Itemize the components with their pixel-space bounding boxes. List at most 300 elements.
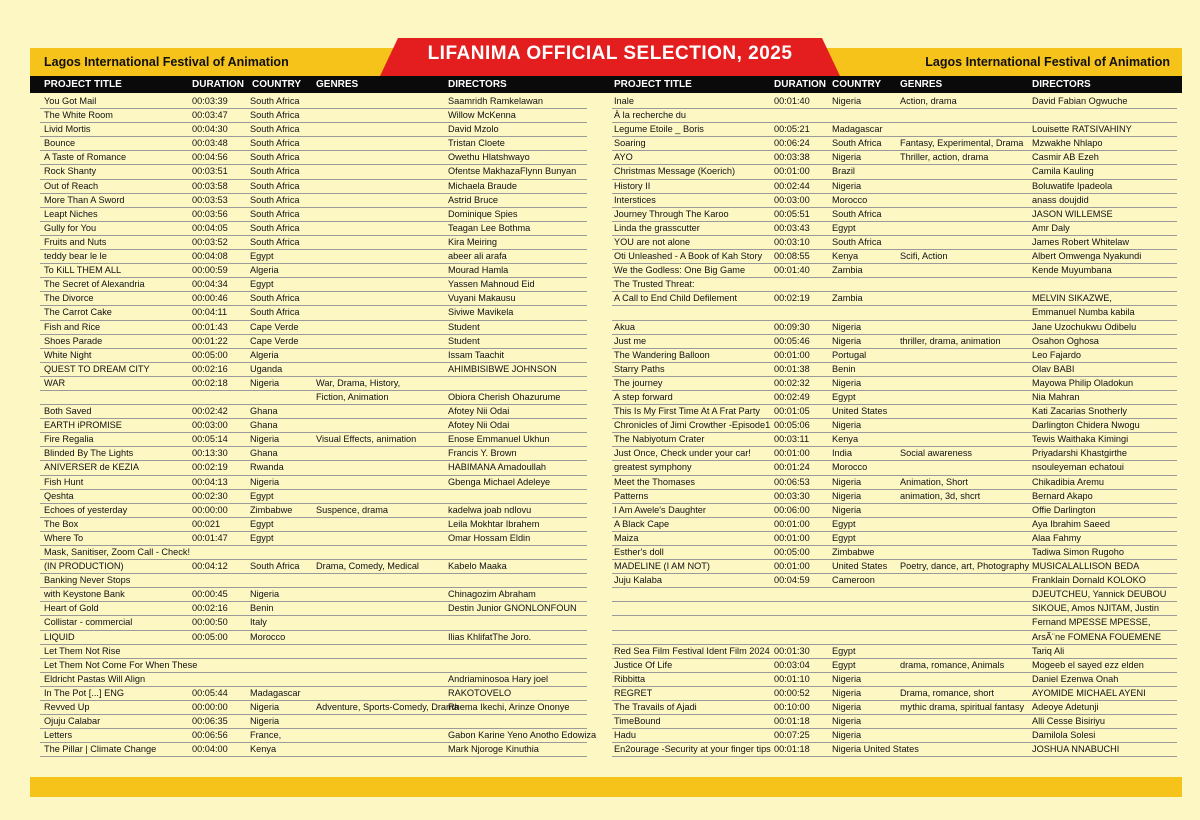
cell-country: Egypt: [832, 222, 856, 233]
cell-title: Maiza: [614, 532, 639, 543]
festival-name-right: Lagos International Festival of Animation: [925, 55, 1170, 69]
cell-duration: 00:05:00: [192, 631, 228, 642]
table-row: [612, 109, 1177, 123]
cell-title: (IN PRODUCTION): [44, 561, 124, 572]
cell-directors: Obiora Cherish Ohazurume: [448, 391, 561, 402]
cell-title: MADELINE (I AM NOT): [614, 561, 710, 572]
cell-title: The journey: [614, 377, 663, 388]
cell-title: Collistar - commercial: [44, 617, 133, 628]
cell-genres: Visual Effects, animation: [316, 434, 417, 445]
cell-country: Nigeria: [832, 504, 862, 515]
cell-title: Livid Mortis: [44, 124, 91, 135]
cell-genres: thriller, drama, animation: [900, 335, 1001, 346]
cell-country: Zambia: [832, 265, 863, 276]
table-row: [40, 490, 587, 504]
cell-country: Egypt: [832, 391, 856, 402]
cell-directors: Daniel Ezenwa Onah: [1032, 673, 1119, 684]
table-row: [612, 137, 1177, 151]
cell-duration: 00:04:11: [192, 307, 228, 318]
cell-country: Nigeria United States: [832, 744, 919, 755]
table-row: [612, 504, 1177, 518]
cell-country: Nigeria: [832, 420, 862, 431]
cell-country: Nigeria: [250, 377, 280, 388]
cell-genres: Action, drama: [900, 96, 957, 106]
cell-duration: 00:03:04: [774, 659, 810, 670]
cell-directors: Chinagozim Abraham: [448, 589, 536, 600]
cell-directors: David Mzolo: [448, 124, 499, 135]
cell-country: Ghana: [250, 406, 278, 417]
cell-directors: anass doujdid: [1032, 194, 1089, 205]
cell-title: Chronicles of Jimi Crowther -Episode1: [614, 420, 771, 431]
table-row: [40, 504, 587, 518]
cell-title: Letters: [44, 730, 73, 741]
cell-genres: Animation, Short: [900, 476, 968, 487]
cell-country: Egypt: [832, 645, 856, 656]
cell-directors: Owethu Hlatshwayo: [448, 152, 530, 163]
cell-title: Juju Kalaba: [614, 575, 663, 586]
cell-directors: Darlington Chidera Nwogu: [1032, 420, 1140, 431]
table-row: [612, 447, 1177, 461]
cell-country: Nigeria: [832, 490, 862, 501]
header-country: COUNTRY: [252, 79, 302, 90]
cell-directors: Enose Emmanuel Ukhun: [448, 434, 550, 445]
cell-directors: Mark Njoroge Kinuthia: [448, 744, 539, 755]
cell-duration: 00:00:45: [192, 589, 228, 600]
cell-directors: Albert Omwenga Nyakundi: [1032, 251, 1142, 262]
cell-country: Egypt: [832, 532, 856, 543]
table-row: [612, 645, 1177, 659]
cell-genres: Fantasy, Experimental, Drama: [900, 138, 1024, 149]
table-row: [40, 137, 587, 151]
cell-directors: Adeoye Adetunji: [1032, 702, 1099, 713]
cell-title: Bounce: [44, 138, 76, 149]
cell-directors: Tristan Cloete: [448, 138, 505, 149]
table-row: [40, 715, 587, 729]
cell-country: Kenya: [250, 744, 277, 755]
cell-duration: 00:07:25: [774, 730, 810, 741]
cell-title: Ribbitta: [614, 673, 646, 684]
cell-directors: Yassen Mahnoud Eid: [448, 279, 535, 290]
cell-genres: Scifi, Action: [900, 251, 948, 262]
table-row: [40, 687, 587, 701]
cell-title: EARTH iPROMISE: [44, 420, 122, 431]
table-row: [612, 349, 1177, 363]
cell-country: Egypt: [250, 518, 274, 529]
cell-title: Linda the grasscutter: [614, 222, 700, 233]
cell-title: Akua: [614, 321, 635, 332]
cell-title: Fish and Rice: [44, 321, 101, 332]
cell-duration: 00:04:00: [192, 744, 228, 755]
cell-duration: 00:03:00: [774, 194, 810, 205]
cell-duration: 00:09:30: [774, 321, 810, 332]
cell-duration: 00:02:19: [774, 293, 810, 304]
cell-country: Nigeria: [832, 716, 862, 727]
page-title: LIFANIMA OFFICIAL SELECTION, 2025: [427, 43, 793, 64]
header-country: COUNTRY: [832, 79, 882, 90]
cell-duration: 00:05:00: [192, 349, 228, 360]
cell-country: South Africa: [832, 208, 882, 219]
cell-directors: Rhema Ikechi, Arinze Ononye: [448, 702, 570, 713]
table-row: [40, 278, 587, 292]
table-row: [40, 208, 587, 222]
cell-country: Rwanda: [250, 462, 284, 473]
cell-country: South Africa: [250, 293, 300, 304]
cell-country: Kenya: [832, 434, 859, 445]
cell-directors: Amr Daly: [1032, 222, 1070, 233]
table-row: [40, 729, 597, 743]
table-row: [40, 419, 587, 433]
cell-country: United States: [832, 561, 888, 572]
table-row: [40, 447, 587, 461]
cell-country: Morocco: [250, 631, 286, 642]
cell-country: South Africa: [250, 561, 300, 572]
cell-directors: MUSICALALLISON BEDA: [1032, 561, 1140, 572]
cell-title: Oti Unleashed - A Book of Kah Story: [614, 251, 763, 262]
table-header-right: [598, 76, 1182, 93]
table-row: [40, 222, 587, 236]
cell-country: Nigeria: [832, 180, 862, 191]
cell-title: The Secret of Alexandria: [44, 279, 145, 290]
table-row: [40, 532, 587, 546]
cell-country: Egypt: [832, 659, 856, 670]
table-row: [40, 546, 587, 560]
cell-duration: 00:01:43: [192, 321, 228, 332]
cell-title: The Pillar | Climate Change: [44, 744, 157, 755]
table-row: [612, 433, 1177, 447]
cell-title: ANIVERSER de KEZIA: [44, 462, 139, 473]
cell-directors: Mzwakhe Nhlapo: [1032, 138, 1103, 149]
cell-title: Starry Paths: [614, 363, 665, 374]
cell-duration: 00:06:00: [774, 504, 810, 515]
cell-duration: 00:01:10: [774, 673, 810, 684]
cell-directors: HABIMANA Amadoullah: [448, 462, 547, 473]
cell-country: Nigeria: [832, 335, 862, 346]
cell-directors: Casmir AB Ezeh: [1032, 152, 1099, 163]
cell-duration: 00:04:12: [192, 561, 228, 572]
cell-title: History II: [614, 180, 651, 191]
cell-directors: Alaa Fahmy: [1032, 532, 1082, 543]
cell-country: Egypt: [250, 490, 274, 501]
cell-duration: 00:01:00: [774, 349, 810, 360]
cell-directors: Olav BABI: [1032, 363, 1075, 374]
cell-directors: Student: [448, 321, 480, 332]
table-row: [40, 588, 587, 602]
cell-genres: Thriller, action, drama: [900, 152, 989, 163]
cell-directors: Saamridh Ramkelawan: [448, 96, 543, 106]
cell-country: Nigeria: [832, 476, 862, 487]
cell-title: Fish Hunt: [44, 476, 84, 487]
cell-country: South Africa: [250, 110, 300, 121]
cell-title: Eldricht Pastas Will Align: [44, 673, 146, 684]
cell-directors: Fernand MPESSE MPESSE,: [1032, 617, 1151, 628]
cell-title: teddy bear le le: [44, 251, 107, 262]
cell-country: Benin: [832, 363, 856, 374]
cell-title: Out of Reach: [44, 180, 99, 191]
table-row: [612, 151, 1177, 165]
cell-country: United States: [832, 406, 888, 417]
cell-country: South Africa: [250, 208, 300, 219]
cell-directors: Leo Fajardo: [1032, 349, 1082, 360]
cell-country: South Africa: [250, 166, 300, 177]
cell-duration: 00:01:00: [774, 448, 810, 459]
cell-title: The Divorce: [44, 293, 94, 304]
table-row: [612, 476, 1177, 490]
cell-title: Revved Up: [44, 702, 90, 713]
cell-title: Echoes of yesterday: [44, 504, 128, 515]
table-row: [40, 645, 587, 659]
cell-directors: Destin Junior GNONLONFOUN: [448, 603, 577, 614]
cell-directors: David Fabian Ogwuche: [1032, 96, 1128, 106]
cell-directors: Emmanuel Numba kabila: [1032, 307, 1135, 318]
cell-duration: 00:02:32: [774, 377, 810, 388]
cell-directors: abeer ali arafa: [448, 251, 507, 262]
cell-duration: 00:04:56: [192, 152, 228, 163]
cell-country: Morocco: [832, 462, 868, 473]
table-row: [612, 208, 1177, 222]
cell-title: WAR: [44, 377, 66, 388]
cell-title: Journey Through The Karoo: [614, 208, 729, 219]
cell-duration: 00:03:48: [192, 138, 228, 149]
table-row: [40, 476, 587, 490]
table-row: [612, 278, 1177, 292]
cell-duration: 00:01:24: [774, 462, 810, 473]
table-row: [612, 659, 1177, 673]
cell-duration: 00:05:46: [774, 335, 810, 346]
cell-country: Nigeria: [832, 152, 862, 163]
cell-title: The Nabiyotum Crater: [614, 434, 705, 445]
cell-directors: James Robert Whitelaw: [1032, 236, 1130, 247]
cell-duration: 00:03:47: [192, 110, 228, 121]
table-row: [612, 518, 1177, 532]
cell-directors: Ofentse MakhazaFlynn Bunyan: [448, 166, 577, 177]
cell-country: Zimbabwe: [250, 504, 293, 515]
cell-title: A Call to End Child Defilement: [614, 293, 738, 304]
cell-directors: Boluwatife Ipadeola: [1032, 180, 1113, 191]
cell-directors: nsouleyeman echatoui: [1032, 462, 1124, 473]
cell-country: Egypt: [832, 518, 856, 529]
table-row: [612, 461, 1177, 475]
cell-duration: 00:10:00: [774, 702, 810, 713]
cell-country: Ghana: [250, 448, 278, 459]
cell-country: Morocco: [832, 194, 868, 205]
table-row: [40, 391, 587, 405]
table-row: [40, 250, 587, 264]
cell-title: In The Pot [...] ENG: [44, 687, 125, 698]
table-row: [612, 180, 1177, 194]
table-row: [40, 236, 587, 250]
cell-country: Nigeria: [832, 377, 862, 388]
cell-title: A Taste of Romance: [44, 152, 127, 163]
cell-title: The Trusted Threat:: [614, 279, 695, 290]
cell-directors: JOSHUA NNABUCHI: [1032, 744, 1120, 755]
cell-duration: 00:02:19: [192, 462, 228, 473]
cell-duration: 00:01:40: [774, 96, 810, 106]
cell-duration: 00:01:00: [774, 166, 810, 177]
cell-genres: drama, romance, Animals: [900, 659, 1005, 670]
cell-duration: 00:03:56: [192, 208, 228, 219]
cell-genres: animation, 3d, shcrt: [900, 490, 981, 501]
table-row: [40, 194, 587, 208]
table-row: [40, 151, 587, 165]
cell-duration: 00:03:39: [192, 96, 228, 106]
cell-duration: 00:00:46: [192, 293, 228, 304]
cell-title: Banking Never Stops: [44, 575, 131, 586]
cell-country: Algeria: [250, 265, 279, 276]
cell-directors: Kabelo Maaka: [448, 561, 507, 572]
table-row: [612, 631, 1177, 645]
cell-title: The Carrot Cake: [44, 307, 112, 318]
cell-title: This Is My First Time At A Frat Party: [614, 406, 761, 417]
table-row: [40, 461, 587, 475]
cell-country: Benin: [250, 603, 274, 614]
cell-directors: Teagan Lee Bothma: [448, 222, 531, 233]
cell-duration: 00:02:42: [192, 406, 228, 417]
cell-title: with Keystone Bank: [44, 589, 125, 600]
cell-directors: Ilias KhlifatThe Joro.: [448, 631, 532, 642]
cell-duration: 00:03:53: [192, 194, 228, 205]
cell-title: Gully for You: [44, 222, 97, 233]
cell-duration: 00:08:55: [774, 251, 810, 262]
cell-duration: 00:02:30: [192, 490, 228, 501]
cell-country: Brazil: [832, 166, 855, 177]
cell-directors: DJEUTCHEU, Yannick DEUBOU: [1032, 589, 1167, 600]
cell-title: Shoes Parade: [44, 335, 103, 346]
cell-directors: Offie Darlington: [1032, 504, 1096, 515]
cell-duration: 00:01:05: [774, 406, 810, 417]
cell-title: A step forward: [614, 391, 673, 402]
table-row: [612, 292, 1177, 306]
table-row: [612, 419, 1177, 433]
cell-country: Nigeria: [832, 673, 862, 684]
table-row: [40, 95, 587, 109]
cell-country: South Africa: [250, 307, 300, 318]
cell-country: Egypt: [250, 532, 274, 543]
cell-duration: 00:02:49: [774, 391, 810, 402]
cell-directors: RAKOTOVELO: [448, 687, 512, 698]
cell-title: Both Saved: [44, 406, 92, 417]
table-row: [40, 631, 587, 645]
cell-directors: Bernard Akapo: [1032, 490, 1093, 501]
cell-genres: Fiction, Animation: [316, 391, 389, 402]
cell-title: REGRET: [614, 687, 653, 698]
cell-duration: 00:00:00: [192, 702, 228, 713]
cell-duration: 00:01:00: [774, 532, 810, 543]
cell-title: Fire Regalia: [44, 434, 94, 445]
cell-duration: 00:01:00: [774, 518, 810, 529]
cell-duration: 00:05:44: [192, 687, 228, 698]
cell-country: Zimbabwe: [832, 547, 875, 557]
cell-duration: 00:06:53: [774, 476, 810, 487]
cell-directors: AHIMBISIBWE JOHNSON: [448, 363, 557, 374]
header-project-title: PROJECT TITLE: [44, 79, 122, 90]
cell-title: AYO: [614, 152, 633, 163]
cell-directors: Issam Taachit: [448, 349, 504, 360]
table-row: [612, 377, 1177, 391]
table-row: [612, 321, 1177, 335]
cell-duration: 00:01:18: [774, 744, 810, 755]
cell-country: Algeria: [250, 349, 279, 360]
cell-directors: Mayowa Philip Oladokun: [1032, 377, 1134, 388]
cell-duration: 00:03:30: [774, 490, 810, 501]
table-row: [40, 321, 587, 335]
cell-title: Inale: [614, 96, 634, 106]
cell-country: Cape Verde: [250, 335, 299, 346]
cell-directors: MELVIN SIKAZWE,: [1032, 293, 1112, 304]
cell-directors: Siviwe Mavikela: [448, 307, 514, 318]
cell-duration: 00:05:21: [774, 124, 810, 135]
cell-directors: JASON WILLEMSE: [1032, 208, 1113, 219]
cell-country: Egypt: [250, 279, 274, 290]
table-row: [612, 95, 1177, 109]
cell-title: More Than A Sword: [44, 194, 125, 205]
cell-directors: Priyadarshi Khastgirthe: [1032, 448, 1127, 459]
cell-duration: 00:00:00: [192, 504, 228, 515]
cell-duration: 00:06:24: [774, 138, 810, 149]
cell-country: South Africa: [250, 124, 300, 135]
cell-directors: Astrid Bruce: [448, 194, 499, 205]
cell-country: South Africa: [250, 138, 300, 149]
left-table: [40, 95, 597, 757]
cell-directors: Mogeeb el sayed ezz elden: [1032, 659, 1144, 670]
cell-country: Uganda: [250, 363, 283, 374]
table-row: [612, 574, 1177, 588]
cell-directors: Kira Meiring: [448, 236, 498, 247]
cell-directors: Andriaminosoa Hary joel: [448, 673, 549, 684]
table-row: [40, 377, 587, 391]
cell-title: Let Them Not Come For When These: [44, 659, 198, 670]
cell-genres: Adventure, Sports-Comedy, Drama: [316, 702, 459, 713]
cell-duration: 00:00:59: [192, 265, 228, 276]
table-row: [612, 250, 1177, 264]
cell-directors: Jane Uzochukwu Odibelu: [1032, 321, 1137, 332]
table-row: [40, 180, 587, 194]
cell-country: South Africa: [832, 236, 882, 247]
cell-duration: 00:04:05: [192, 222, 228, 233]
cell-duration: 00:01:30: [774, 645, 810, 656]
cell-directors: Afotey Nii Odai: [448, 406, 510, 417]
cell-duration: 00:01:40: [774, 265, 810, 276]
cell-duration: 00:05:00: [774, 547, 810, 557]
cell-directors: AYOMIDE MICHAEL AYENI: [1032, 687, 1146, 698]
table-row: [612, 306, 1177, 320]
cell-title: Interstices: [614, 194, 656, 205]
table-row: [40, 165, 587, 179]
cell-title: TimeBound: [614, 716, 661, 727]
cell-title: Leapt Niches: [44, 208, 98, 219]
cell-country: Kenya: [832, 251, 859, 262]
cell-country: Madagascar: [832, 124, 883, 135]
cell-duration: 00:03:38: [774, 152, 810, 163]
header-directors: DIRECTORS: [448, 79, 507, 90]
table-row: [612, 222, 1177, 236]
cell-title: Mask, Sanitiser, Zoom Call - Check!: [44, 547, 191, 557]
cell-duration: 00:01:00: [774, 561, 810, 572]
cell-directors: Tewis Waithaka Kimingi: [1032, 434, 1129, 445]
cell-title: A Black Cape: [614, 518, 670, 529]
cell-country: Cape Verde: [250, 321, 299, 332]
cell-duration: 00:03:58: [192, 180, 228, 191]
cell-title: Rock Shanty: [44, 166, 97, 177]
cell-title: Christmas Message (Koerich): [614, 166, 736, 177]
cell-country: Portugal: [832, 349, 867, 360]
cell-duration: 00:03:11: [774, 434, 810, 445]
cell-country: Madagascar: [250, 687, 301, 698]
table-row: [40, 405, 587, 419]
cell-directors: Student: [448, 335, 480, 346]
cell-directors: Dominique Spies: [448, 208, 518, 219]
table-row: [612, 123, 1177, 137]
cell-title: Just Once, Check under your car!: [614, 448, 751, 459]
